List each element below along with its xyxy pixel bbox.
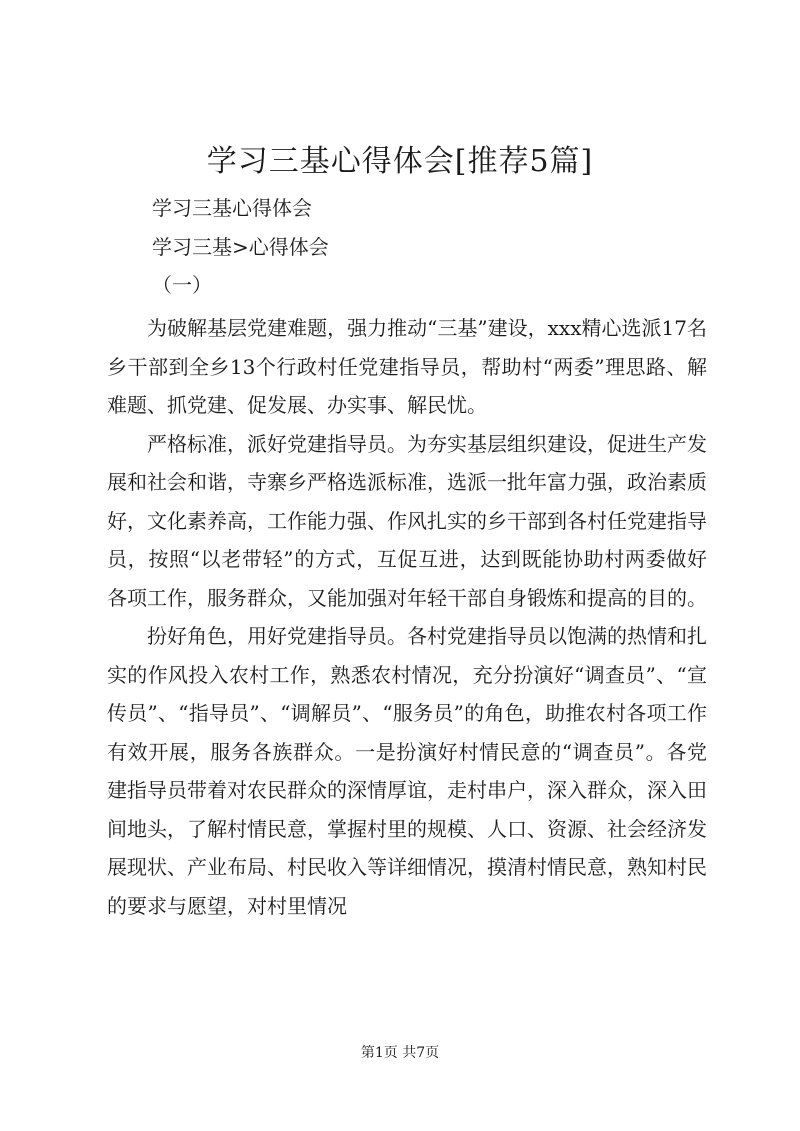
paragraph: 严格标准，派好党建指导员。为夯实基层组织建设，促进生产发展和社会和谐，寺寨乡严格选派标准，选派一批年富力强，政治素质好，文化素养高，工作能力强、作风扎实的乡干部到各村任党建指导员，按照“以老带轻”的方式，互促互进，达到既能协助村两委做好各项工作，服务群众，又能加强对年轻干部自身锻炼和提高的目的。	[107, 431, 707, 610]
subtitle-1: 学习三基心得体会	[152, 196, 312, 220]
page-footer: 第1页 共7页	[360, 1045, 440, 1061]
section-marker: （一）	[152, 273, 212, 297]
paragraph: 扮好角色，用好党建指导员。各村党建指导员以饱满的热情和扎实的作风投入农村工作，熟悉农村情况，充分扮演好“调查员”、“宣传员”、“指导员”、“调解员”、“服务员”的角色，助推农村各项工作有效开展，服务各族群众。一是扮演好村情民意的“调查员”。各党建指导员带着对农民群众的深情厚谊，走村串户，深入群众，深入田间地头，了解村情民意，掌握村里的规模、人口、资源、社会经济发展现状、产业布局、村民收入等详细情况，摸清村情民意，熟知村民的要求与愿望，对村里情况	[107, 624, 707, 918]
subtitle-2: 学习三基>心得体会	[152, 235, 329, 259]
document-title: 学习三基心得体会[推荐5篇]	[206, 144, 594, 179]
body-text	[107, 309, 707, 925]
paragraph: 为破解基层党建难题，强力推动“三基”建设，xxx精心选派17名乡干部到全乡13个行政村任党建指导员，帮助村“两委”理思路、解难题、抓党建、促发展、办实事、解民忧。	[107, 316, 707, 417]
